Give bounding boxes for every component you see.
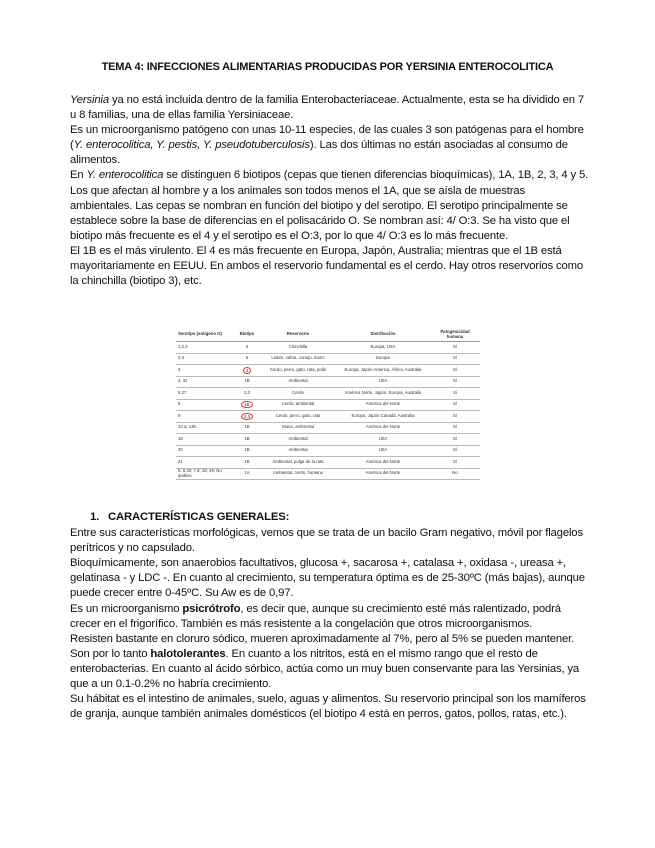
table-cell: USA	[336, 376, 430, 388]
section-general-characteristics	[70, 510, 590, 722]
table-cell	[234, 399, 260, 411]
table-cell: Sí	[430, 388, 480, 400]
table-cell: 20	[176, 445, 234, 457]
table-cell: 18	[176, 434, 234, 446]
table-cell: Europa, Japón Canadá, Australia	[336, 411, 430, 423]
table-cell	[234, 365, 260, 377]
section-paragraph-5: Su hábitat es el intestino de animales, suelo, aguas y alimentos. Su reservorio principal son los mamíferos de granja, aunque también animales domésticos (el biotipo 4 está en perros, gatos, pollos, ratas, etc.).	[70, 693, 586, 721]
table-header-cell: Patogenicidad humana	[430, 326, 480, 342]
table-header-cell: Distribución	[336, 326, 430, 342]
table-cell: 1B	[234, 445, 260, 457]
genus-name: Yersinia	[70, 94, 109, 106]
table-cell: Mono, ambiental	[260, 422, 336, 434]
table-cell: USA	[336, 445, 430, 457]
table-cell: Cerdo	[260, 388, 336, 400]
table-cell: 2,3	[176, 353, 234, 365]
table-row	[176, 342, 480, 354]
table-cell: USA	[336, 434, 430, 446]
table-row	[176, 434, 480, 446]
species-name: Y. enterocolitica	[86, 169, 164, 182]
table-cell: 1,2,3	[176, 342, 234, 354]
intro-paragraph-1: Yersinia ya no está incluida dentro de la familia Enterobacteriaceae. Actualmente, esta se ha dividido en 7 u 8 familias, una de ellas familia Yersiniaceae.	[70, 94, 584, 122]
table-cell: 1B	[234, 434, 260, 446]
table-cell: 2,3	[234, 388, 260, 400]
table-cell: Cerdo, perro, gato, rata, pollo	[260, 365, 336, 377]
table-cell: 5,27	[176, 388, 234, 400]
table-row	[176, 445, 480, 457]
table-cell: América del Norte	[336, 422, 430, 434]
table-cell: Sí	[430, 399, 480, 411]
intro-paragraph-4: El 1B es el más virulento. El 4 es más frecuente en Europa, Japón, Australia; mientras que el 1B está mayoritariamente en EEUU. En ambos el reservorio fundamental es el cerdo. Hay otros reservorios como la chinchilla (biotipo 3), etc.	[70, 244, 584, 288]
table-cell: 8	[176, 399, 234, 411]
intro-paragraph-3: En Y. enterocolitica se distinguen 6 biotipos (cepas que tienen diferencias bioquímicas), 1A, 1B, 2, 3, 4 y 5. Los que afectan al hombre y a los animales son todos menos el 1A, que se aísla de muestras ambientales. Las cepas se nombran en función del biotipo y del serotipo. El serotipo principalmente se establece sobre la base de diferencias en el polisacárido O. Se nombran así: 4/ O:3. Se ha visto que el biotipo más frecuente es el 4 y el serotipo es el O:3, por lo que 4/ O:3 es lo más frecuente.	[70, 169, 589, 242]
table-cell: Europa, Japón América, África, Australia	[336, 365, 430, 377]
table-cell: Cerdo, perro, gato, rata	[260, 411, 336, 423]
table-cell: 5; 6,30; 7,8; 18; 46; No ipables	[176, 468, 234, 480]
intro-paragraph-2: Es un microorganismo patógeno con unas 10-11 especies, de las cuales 3 son patógenas para el hombre (Y. enterocolitica, Y. pestis, Y. pseudotuberculosis). Las dos últimas no están asociadas al consumo de alimentos.	[70, 124, 584, 167]
table-row	[176, 468, 480, 480]
table-cell: 1B	[234, 457, 260, 469]
table-cell: Ambiental, pulga de la rata	[260, 457, 336, 469]
table-row	[176, 399, 480, 411]
table-row	[176, 422, 480, 434]
table-cell: América del Norte	[336, 399, 430, 411]
table-row	[176, 457, 480, 469]
table-header-row	[176, 326, 480, 342]
table-cell: Cerdo, ambiental	[260, 399, 336, 411]
table-cell: Sí	[430, 353, 480, 365]
table-cell: 13 a, 13b	[176, 422, 234, 434]
table-cell: América Norte, Japón, Europa, Australia	[336, 388, 430, 400]
table-cell: Sí	[430, 376, 480, 388]
table-cell: Sí	[430, 411, 480, 423]
table-cell: 4, 32	[176, 376, 234, 388]
section-paragraph-1: Entre sus características morfológicas, vemos que se trata de un bacilo Gram negativo, móvil por flagelos perítricos y no capsulado.	[70, 527, 583, 555]
table-row	[176, 411, 480, 423]
table-cell: Sí	[430, 457, 480, 469]
table-cell: Sí	[430, 422, 480, 434]
table-cell: Ambiental	[260, 376, 336, 388]
table-header-cell: Biotipo	[234, 326, 260, 342]
table-row	[176, 353, 480, 365]
table-cell: Sí	[430, 445, 480, 457]
term-psicrotrofo: psicrótrofo	[182, 602, 241, 615]
table-cell: Europa	[336, 353, 430, 365]
intro-section	[70, 93, 590, 289]
table-cell: 1B	[234, 376, 260, 388]
table-cell: Chinchilla	[260, 342, 336, 354]
table-cell: 3	[176, 365, 234, 377]
section-paragraph-2: Bioquímicamente, son anaerobios facultativos, glucosa +, sacarosa +, catalasa +, oxidasa -, ureasa +, gelatinasa - y LDC -. En cuanto al crecimiento, su temperatura óptima es de 25-30ºC (más bajas), aunque puede crecer entre 0-45ºC. Su Aw es de 0,97.	[70, 557, 585, 600]
table-cell: 3	[234, 342, 260, 354]
table-header-cell: Reservorio	[260, 326, 336, 342]
section-heading: 1. CARACTERÍSTICAS GENERALES:	[90, 511, 290, 523]
table-cell: 9	[176, 411, 234, 423]
table-cell: Ambiental	[260, 445, 336, 457]
circled-value: 1B	[241, 401, 252, 408]
table-cell: Europa, USA	[336, 342, 430, 354]
term-halotolerantes: halotolerantes	[150, 647, 226, 660]
section-paragraph-4: Resisten bastante en cloruro sódico, mueren aproximadamente al 7%, pero al 5% se pueden mantener. Son por lo tanto halotolerantes. En cuanto a los nitritos, está en el mismo rango que el resto de enterobacterias. En cuanto al ácido sórbico, actúa como un muy buen conservante para las Yersinias, ya que a un 0.1-0.2% no habría crecimiento.	[70, 632, 580, 691]
table-cell: 5	[234, 353, 260, 365]
table-cell: 1B	[234, 422, 260, 434]
table-cell: Sí	[430, 365, 480, 377]
table-cell: 21	[176, 457, 234, 469]
table-row	[176, 388, 480, 400]
table-header-cell: Serotipo (antígeno O)	[176, 326, 234, 342]
section-paragraph-3: Es un microorganismo psicrótrofo, es decir que, aunque su crecimiento esté más ralentizado, podrá crecer en el frigorífico. También es más resistente a la congelación que otros microorganismos.	[70, 602, 561, 630]
table-cell: 1A	[234, 468, 260, 480]
table-cell: Liebre, cabra, conejo, mono	[260, 353, 336, 365]
table-cell: América del Norte	[336, 468, 430, 480]
table-cell: Sí	[430, 434, 480, 446]
species-names: Y. enterocolitica, Y. pestis, Y. pseudotuberculosis	[73, 139, 310, 152]
table-body	[176, 342, 480, 480]
table-cell: No	[430, 468, 480, 480]
circled-value: 2,3	[241, 413, 253, 420]
circled-value: 4	[243, 367, 251, 374]
table-cell: Ambiental, cerdo, humano	[260, 468, 336, 480]
table-cell	[234, 411, 260, 423]
table-cell: América del Norte	[336, 457, 430, 469]
table-row	[176, 376, 480, 388]
table-row	[176, 365, 480, 377]
table-cell: Ambiental	[260, 434, 336, 446]
serotype-table	[176, 326, 480, 480]
page-title: TEMA 4: INFECCIONES ALIMENTARIAS PRODUCIDAS POR YERSINIA ENTEROCOLITICA	[101, 61, 554, 73]
table-cell: Sí	[430, 342, 480, 354]
